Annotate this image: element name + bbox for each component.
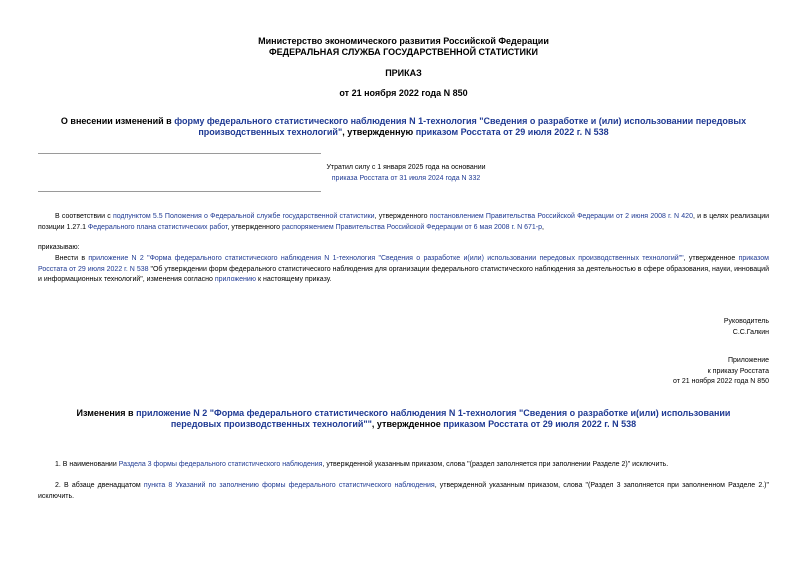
order-text: Внести в <box>55 255 89 262</box>
changes-appendix-link[interactable]: приложение N 2 "Форма федерального статистического наблюдения N 1-технология "Сведения о разработке и(или) использовании передовых производственных технологий"" <box>136 408 731 429</box>
status-note <box>321 163 491 184</box>
order-text: "Об утверждении форм федерального статистического наблюдения для организации федерального статистического наблюдения за деятельностью в сфере образования, науки, инноваций и информационных технологий", изменения согласно <box>38 265 769 283</box>
section-3-link[interactable]: Раздела 3 формы федерального статистического наблюдения <box>118 461 323 468</box>
title-text: О внесении изменений в <box>60 116 175 126</box>
changes-order-link[interactable]: приказом Росстата от 29 июля 2022 г. N 538 <box>443 419 637 429</box>
status-note-link[interactable]: приказа Росстата от 31 июля 2024 года N 332 <box>331 174 481 182</box>
title-form-link[interactable]: форму федерального статистического наблюдения N 1-технология "Сведения о разработке и (или) использовании передовых производственных технологий" <box>174 116 747 137</box>
appendix-link[interactable]: приложение N 2 "Форма федерального статистического наблюдения N 1-технология "Сведения о разработке и(или) использовании передовых производственных технологий"" <box>88 255 684 262</box>
preamble-text: В соответствии с <box>55 213 113 220</box>
signatory-name: С.С.Галкин <box>732 328 769 336</box>
service-name: ФЕДЕРАЛЬНАЯ СЛУЖБА ГОСУДАРСТВЕННОЙ СТАТИСТИКИ <box>269 47 538 57</box>
item-text: , утвержденной указанным приказом, слова "(раздел заполняется при заполнении Разделе 2)" исключить. <box>322 461 669 468</box>
signature-block <box>569 317 769 338</box>
preamble-text: , утвержденного <box>374 213 430 220</box>
change-item-1 <box>38 460 769 471</box>
preamble-paragraph <box>38 212 769 233</box>
appendix-order: к приказу Росстата <box>707 367 769 375</box>
changes-title <box>60 408 747 430</box>
title-text: , утвержденную <box>342 127 416 137</box>
changes-title-text: Изменения в <box>76 408 137 418</box>
preamble-text: , утвержденного <box>227 223 282 231</box>
document-title <box>60 116 747 138</box>
order-word: приказываю: <box>38 244 80 251</box>
item-text: 2. В абзаце двенадцатом <box>55 482 144 489</box>
subparagraph-link[interactable]: подпунктом 5.5 <box>112 213 163 220</box>
appendix-date: от 21 ноября 2022 года N 850 <box>673 378 769 385</box>
separator-line <box>38 153 321 154</box>
signatory-role: Руководитель <box>723 318 769 325</box>
change-item-2 <box>38 481 769 502</box>
preamble-text: , и в целях реализации позиции 1.27.1 <box>38 213 770 231</box>
order-paragraph <box>38 254 769 286</box>
title-order-link[interactable]: приказом Росстата от 29 июля 2022 г. N 538 <box>415 127 609 137</box>
order-text: , утвержденное <box>683 255 739 262</box>
appendix-reference <box>569 356 769 388</box>
preamble-text: , <box>541 223 544 231</box>
statistical-plan-link[interactable]: Федерального плана статистических работ <box>87 223 228 231</box>
order-text: к настоящему приказу. <box>256 276 332 283</box>
order-538-link[interactable]: приказом Росстата от 29 июля 2022 г. N 538 <box>38 255 769 273</box>
changes-title-text: , утвержденное <box>371 419 444 429</box>
appendix-label: Приложение <box>727 357 769 364</box>
separator-line <box>38 191 321 192</box>
annex-link[interactable]: приложению <box>214 276 257 283</box>
status-note-text: Утратил силу с 1 января 2025 года на основании <box>326 164 486 171</box>
item-text: , утвержденной указанным приказом, слова "(Раздел 3 заполняется при заполненном Разделе 2.)" исключить. <box>38 482 770 500</box>
government-order-link[interactable]: распоряжением Правительства Российской Федерации от 6 мая 2008 г. N 671-р <box>282 223 542 231</box>
document-date-number: от 21 ноября 2022 года N 850 <box>339 88 468 98</box>
document-type: ПРИКАЗ <box>385 68 422 78</box>
regulation-link[interactable]: Положения о Федеральной службе государственной статистики <box>164 213 375 220</box>
government-decree-link[interactable]: постановлением Правительства Российской Федерации от 2 июня 2008 г. N 420 <box>429 213 693 220</box>
ministry-name: Министерство экономического развития Российской Федерации <box>258 36 549 46</box>
item-text: 1. В наименовании <box>55 461 119 468</box>
instructions-link[interactable]: пункта 8 Указаний по заполнению формы федерального статистического наблюдения <box>143 482 435 489</box>
